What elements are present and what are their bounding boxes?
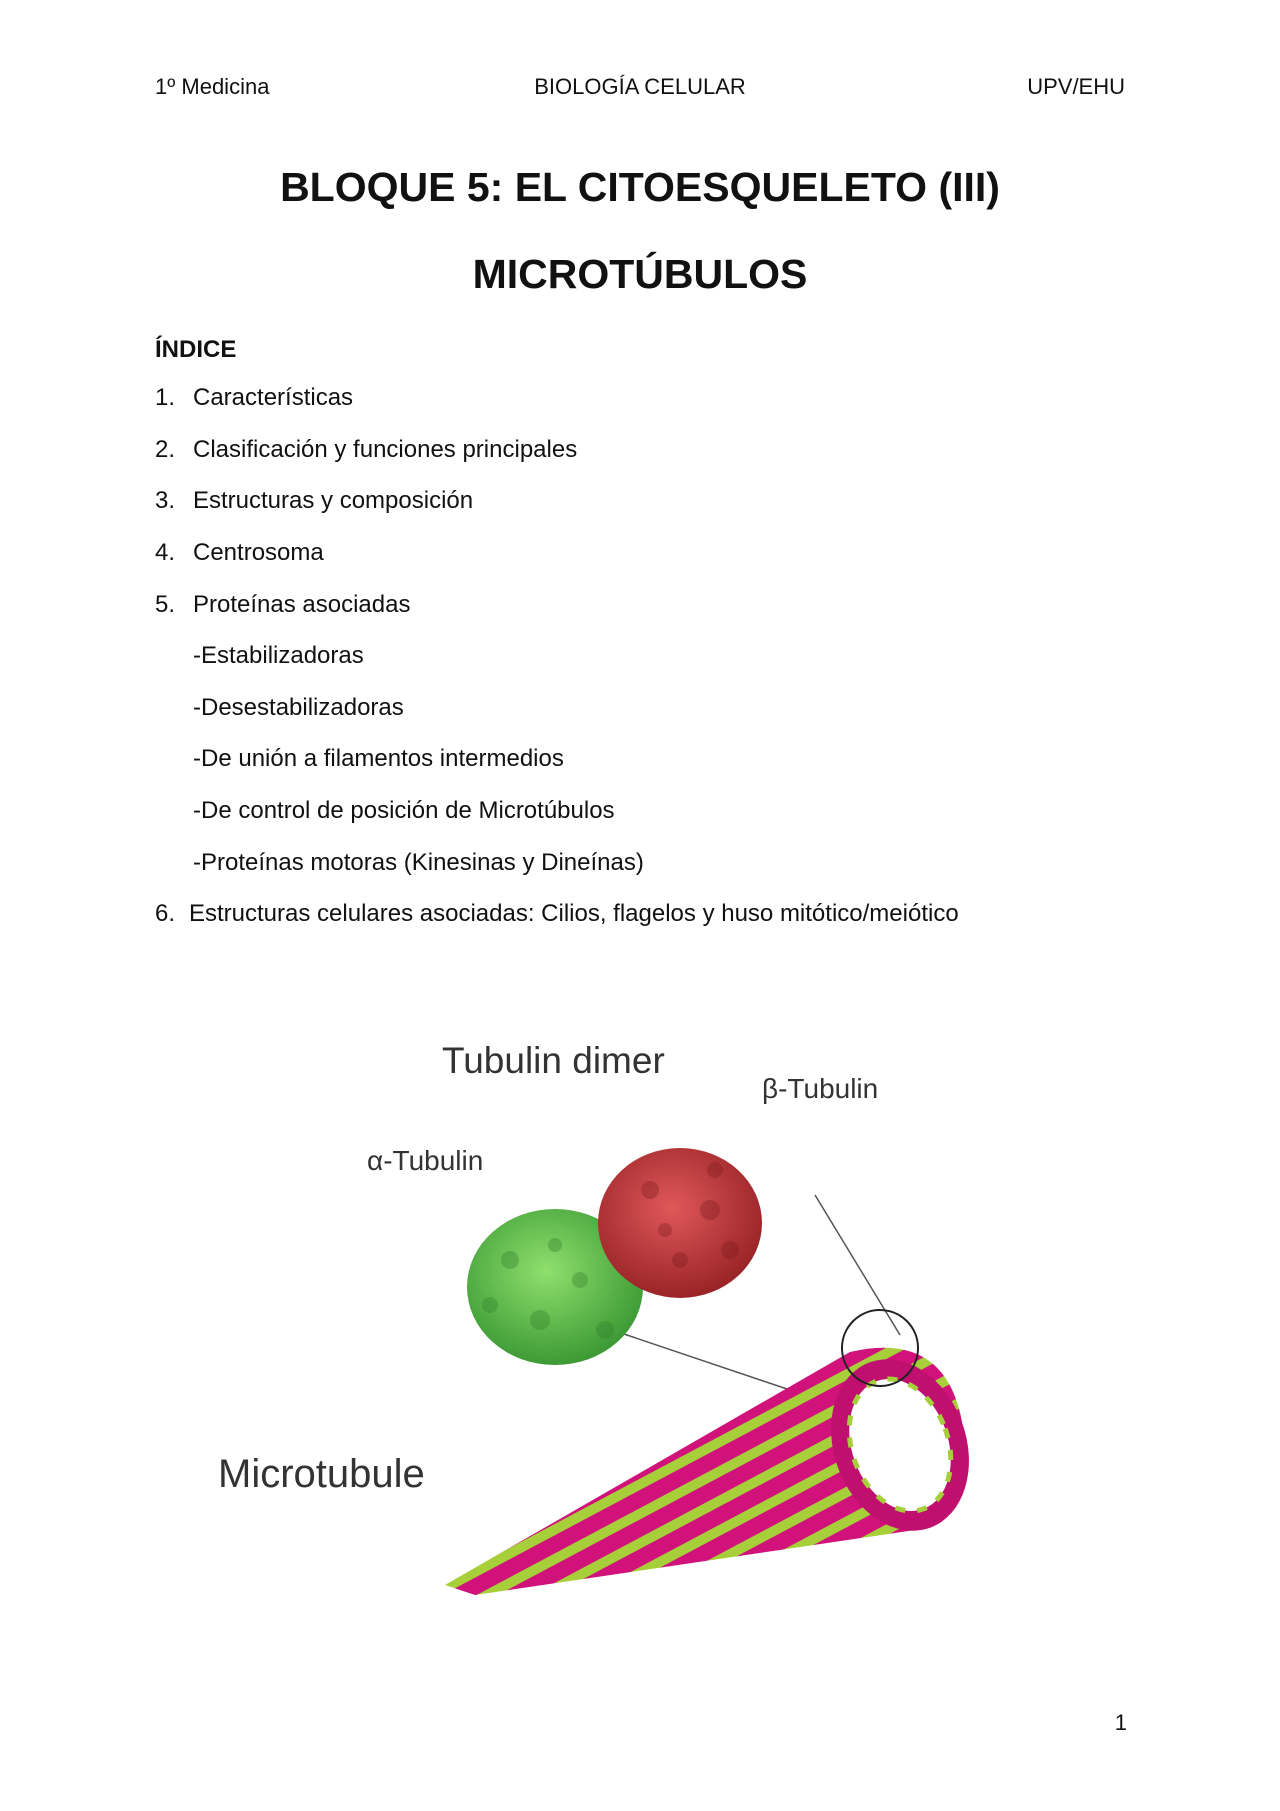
microtubule-drawing: [210, 1030, 1000, 1600]
index-item-number: 4.: [155, 539, 176, 566]
index-subitem: -Proteínas motoras (Kinesinas y Dineínas): [193, 849, 644, 876]
index-subitem: -De control de posición de Microtúbulos: [193, 797, 615, 824]
index-item-6: [155, 900, 959, 928]
index-item-1: [155, 384, 353, 412]
microtubule-illustration: [210, 1030, 1000, 1600]
header-university: UPV/EHU: [1027, 74, 1125, 99]
index-item-number: 5.: [155, 591, 176, 618]
index-item-text: Estructuras y composición: [193, 487, 474, 514]
index-item-number: 1.: [155, 384, 176, 411]
beta-pointer-line: [815, 1195, 900, 1335]
index-item-number: 2.: [155, 436, 176, 463]
index-heading: ÍNDICE: [155, 336, 237, 363]
index-item-text: Clasificación y funciones principales: [193, 436, 578, 463]
index-item-4: [155, 539, 324, 567]
index-item-number: 3.: [155, 487, 176, 514]
beta-tubulin-blob: [598, 1148, 762, 1298]
page-number: 1: [1114, 1710, 1127, 1735]
index-item-text: Estructuras celulares asociadas: Cilios, flagelos y huso mitótico/meiótico: [189, 900, 959, 927]
beta-tubulin-label: β-Tubulin: [762, 1073, 879, 1104]
index-item-2: [155, 436, 577, 464]
index-item-number: 6.: [155, 900, 176, 927]
index-item-text: Proteínas asociadas: [193, 591, 411, 618]
index-subitem: -Desestabilizadoras: [193, 694, 404, 721]
tubulin-dimer: [467, 1148, 762, 1365]
alpha-tubulin-label: α-Tubulin: [367, 1145, 484, 1176]
microtubule-tube: [445, 1340, 992, 1595]
header-subject-text: BIOLOGÍA CELULAR: [534, 74, 746, 99]
index-item-text: Centrosoma: [193, 539, 324, 566]
index-item-5: [155, 591, 410, 619]
tubulin-dimer-label: Tubulin dimer: [442, 1040, 665, 1081]
index-item-3: [155, 487, 473, 515]
header-course: 1º Medicina: [155, 74, 270, 99]
index-subitem: -De unión a filamentos intermedios: [193, 745, 564, 772]
page-title: BLOQUE 5: EL CITOESQUELETO (III): [280, 164, 1000, 210]
microtubule-label: Microtubule: [218, 1452, 425, 1496]
index-item-text: Características: [193, 384, 354, 411]
index-subitem: -Estabilizadoras: [193, 642, 364, 669]
alpha-pointer-line: [612, 1330, 790, 1390]
page-subtitle: MICROTÚBULOS: [472, 251, 808, 297]
